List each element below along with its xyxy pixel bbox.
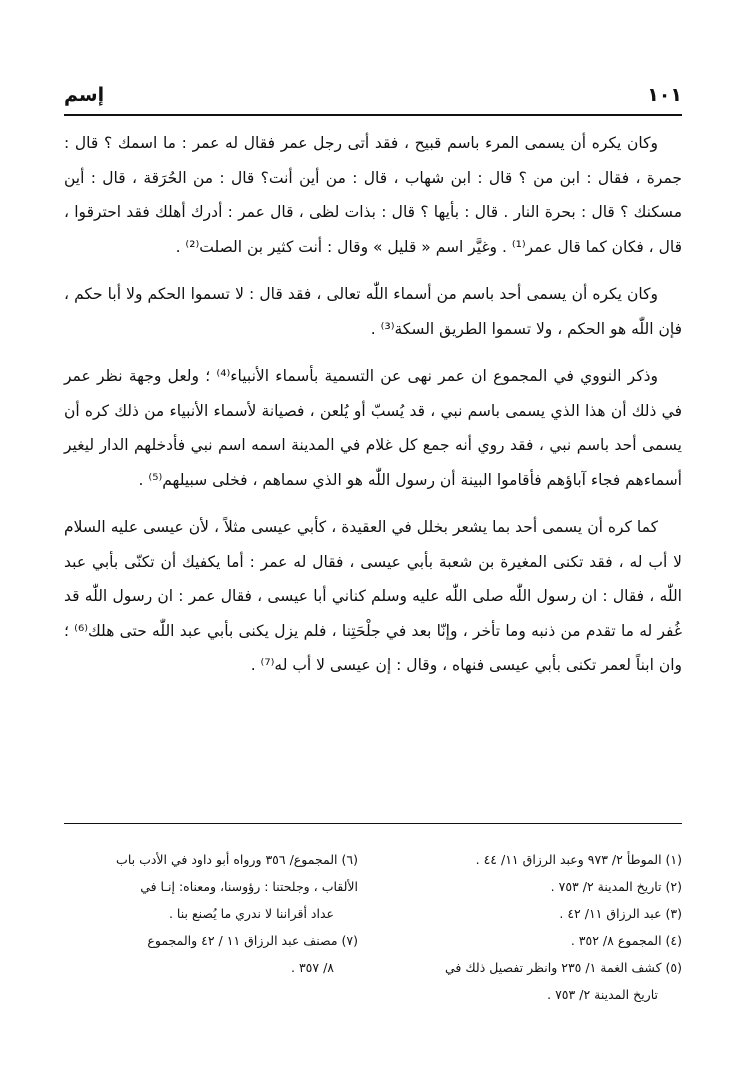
footnote: (٣) عبد الرزاق ١١/ ٤٢ . bbox=[559, 906, 682, 921]
footnote: (٥) كشف الغمة ١/ ٢٣٥ وانظر تفصيل ذلك في bbox=[445, 960, 682, 975]
footnotes-right-column bbox=[382, 846, 682, 1008]
paragraph: كما كره أن يسمى أحد بما يشعر بخلل في العقيدة ، كأبي عيسى مثلاً ، لأن عيسى عليه السلام لا أب له ، فقد تكنى المغيرة بن شعبة بأبي عيسى ، فقال له عمر : أما يكفيك أن تكنّى بأبي عبد اللّٰه ، فقال : ان رسول اللّٰه صلى اللّٰه عليه وسلم كناني أبا عيسى ، فقال عمر : ان رسول اللّٰه قد غُفر له ما تقدم من ذنبه وما تأخر ، وإنّا بعد في جلْحَتِنا ، فلم يزل يكنى بأبي عبد اللّٰه حتى هلك⁽⁶⁾ ؛ وان ابناً لعمر تكنى بأبي عيسى فنهاه ، وقال : إن عيسى لا أب له⁽⁷⁾ . bbox=[64, 518, 682, 674]
footnote: (٢) تاريخ المدينة ٢/ ٧٥٣ . bbox=[550, 879, 682, 894]
footnote: (٤) المجموع ٨/ ٣٥٢ . bbox=[570, 933, 682, 948]
footnote: (٦) المجموع/ ٣٥٦ ورواه أبو داود في الأدب باب bbox=[116, 852, 358, 867]
footnote: (٧) مصنف عبد الرزاق ١١ / ٤٢ والمجموع bbox=[147, 933, 358, 948]
footnote: (١) الموطأ ٢/ ٩٧٣ وعبد الرزاق ١١/ ٤٤ . bbox=[475, 852, 682, 867]
footnote-continuation: الألقاب ، وجلحتنا : رؤوسنا، ومعناه: إنـا في bbox=[140, 879, 358, 894]
footnote-continuation: تاريخ المدينة ٢/ ٧٥٣ . bbox=[547, 987, 658, 1002]
paragraph: وكان يكره أن يسمى المرء باسم قبيح ، فقد أتى رجل عمر فقال له عمر : ما اسمك ؟ قال : جمرة ، فقال : ابن من ؟ قال : ابن شهاب ، قال : من أين أنت؟ قال : من الحُرَقة ، قال : أين مسكنك ؟ قال : بحرة النار . قال : بأيها ؟ قال : بذات لظى ، قال عمر : أدرك أهلك فقد احترقوا ، قال ، فكان كما قال عمر⁽¹⁾ . وغيَّر اسم « قليل » وقال : أنت كثير بن الصلت⁽²⁾ . bbox=[64, 134, 682, 256]
paragraph: وذكر النووي في المجموع ان عمر نهى عن التسمية بأسماء الأنبياء⁽⁴⁾ ؛ ولعل وجهة نظر عمر في ذلك أن هذا الذي يسمى باسم نبي ، قد يُسبّ أو يُلعن ، فصيانة لأسماء الأنبياء من ذلك كره أن يسمى أحد باسم نبي ، فقد روي أنه جمع كل غلام في المدينة اسمه اسم نبي فأدخلهم الدار ليغير أسماءهم فجاء آباؤهم فأقاموا البينة أن رسول اللّٰه هو الذي سماهم ، فخلى سبيلهم⁽⁵⁾ . bbox=[64, 367, 682, 489]
paragraph: وكان يكره أن يسمى أحد باسم من أسماء اللّٰه تعالى ، فقد قال : لا تسموا الحكم ولا أبا حكم ، فإن اللّٰه هو الحكم ، ولا تسموا الطريق السكة⁽³⁾ . bbox=[64, 285, 682, 338]
page-header bbox=[64, 84, 682, 112]
page-number: ١٠١ bbox=[647, 84, 682, 106]
header-rule bbox=[64, 114, 682, 116]
main-text bbox=[64, 126, 682, 696]
running-title: إسم bbox=[64, 84, 105, 106]
footnote-rule bbox=[64, 823, 682, 824]
footnote-continuation: ٨/ ٣٥٧ . bbox=[290, 960, 334, 975]
footnotes-left-column bbox=[52, 846, 358, 981]
footnote-continuation: عداد أقراننا لا ندري ما يُصنع بنا . bbox=[168, 906, 334, 921]
